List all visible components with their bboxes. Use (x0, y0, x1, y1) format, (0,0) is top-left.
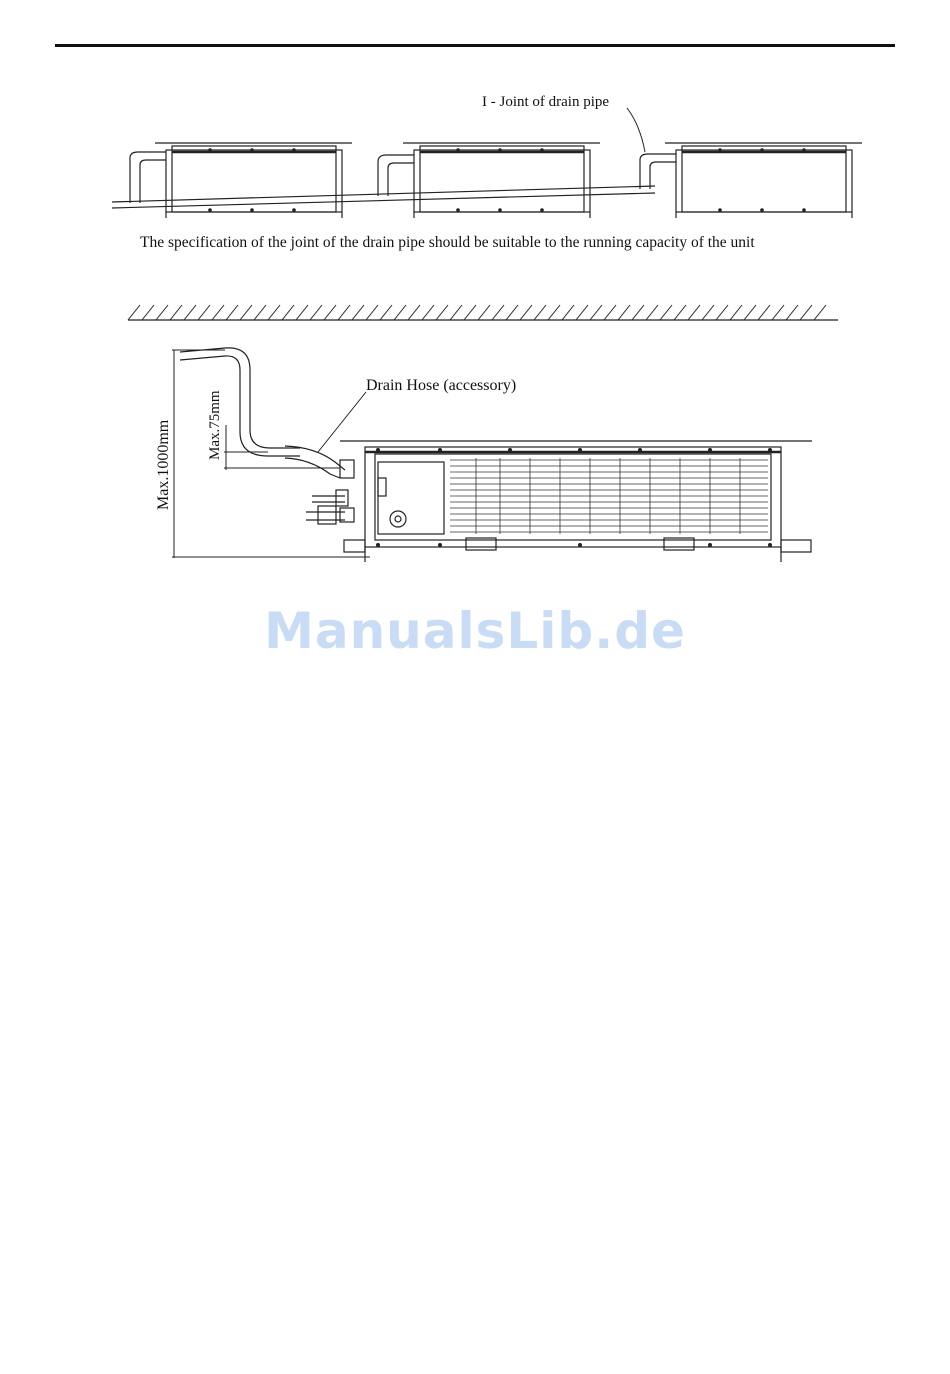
joint-callout: I - Joint of drain pipe (482, 94, 610, 110)
main-indoor-unit (340, 441, 812, 562)
max-height-label: Max.1000mm (155, 419, 172, 510)
drain-hose-label: Drain Hose (accessory) (366, 377, 517, 394)
indoor-unit-2 (403, 143, 600, 218)
max-rise-label: Max.75mm (207, 390, 223, 460)
indoor-unit-1 (155, 143, 352, 218)
drain-spec-caption: The specification of the joint of the drain pipe should be suitable to the running capacity of the unit (140, 234, 755, 251)
drain-pipe-diagram (0, 0, 950, 600)
refrigerant-connectors (306, 490, 354, 524)
watermark: ManualsLib.de (264, 602, 686, 660)
indoor-unit-3 (665, 143, 862, 218)
